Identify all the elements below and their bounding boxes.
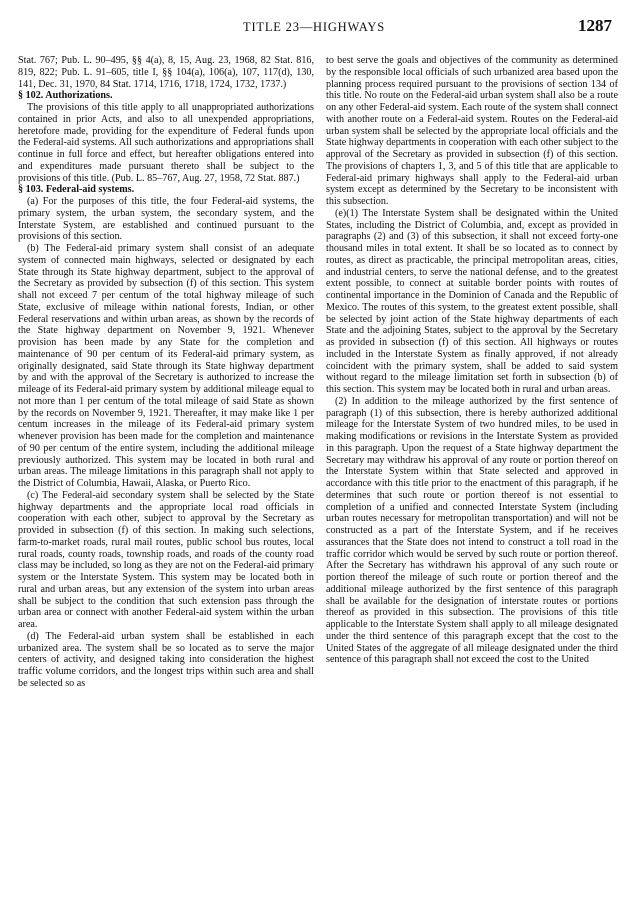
subsection-a: (a) For the purposes of this title, the four Federal-aid systems, the primary system, the urban system, the secondary system, and the Interstate System, are established and continued pursuant to the provisions of this section. [18, 196, 314, 243]
subsection-d-continued: to best serve the goals and objectives of the community as determined by the responsible local officials of such urbanized area based upon the planning process required pursuant to the provisions of section 134 of this title. No route on the Federal-aid urban system shall also be a route on any other Federal-aid system. Each route of the system shall connect with another route on a Federal-aid system. Routes on the Federal-aid urban system shall be selected by the appropriate local officials and the State highway departments in cooperation with each other subject to the approval of the Secretary as provided in subsection (f) of this section. The provisions of chapters 1, 3, and 5 of this title that are applicable to Federal-aid primary highways shall apply to the Federal-aid urban system except as determined by the Secretary to be inconsistent with this subsection. [326, 55, 618, 207]
subsection-c: (c) The Federal-aid secondary system shall be selected by the State highway departments and the appropriate local road officials in cooperation with each other, subject to approval by the Secretary as provided in subsection (f) of this section. In making such selections, farm-to-market roads, rural mail routes, public school bus routes, local rural roads, county roads, township roads, and roads of the county road class may be included, so long as they are not on the Federal-aid primary system or the Interstate System. This system may be located both in rural and urban areas, but any extension of the system into urban areas shall be subject to the condition that such extension pass through the urban area or connect with another Federal-aid system within the urban area. [18, 489, 314, 630]
subsection-d: (d) The Federal-aid urban system shall be established in each urbanized area. The system shall be so located as to serve the major centers of activity, and designed taking into consideration the highest traffic volume corridors, and the longest trips within such area and shall be selected so as [18, 630, 314, 689]
section-103-heading: § 103. Federal-aid systems. [18, 184, 135, 196]
section-102-heading: § 102. Authorizations. [18, 90, 113, 102]
section-102-text: The provisions of this title apply to all unappropriated authorizations contained in prior Acts, and also to all unexpended appropriations, heretofore made, providing for the expenditure of Federal funds upon the Federal-aid systems. All such authorizations and appropriations shall continue in full force and effect, but hereafter obligations entered into and expenditures made pursuant thereto shall be subject to the provisions of this title. (Pub. L. 85–767, Aug. 27, 1958, 72 Stat. 887.) [18, 102, 314, 184]
page-header [0, 18, 628, 40]
subsection-e-2: (2) In addition to the mileage authorized by the first sentence of paragraph (1) of this subsection, there is hereby authorized additional mileage for the Interstate System of two hundred miles, to be used in making modifications or revisions in the Interstate System as provided in this paragraph. Upon the request of a State highway department the Secretary may withdraw his approval of any route or portion thereof on the Interstate System within that State selected and approved in accordance with this title prior to the enactment of this paragraph, if he determines that such route or portion thereof is not essential to completion of a unified and connected Interstate System (including urban routes necessary for metropolitan transportation) and will not be constructed as a part of the Interstate System, and if he receives assurances that the State does not intend to construct a toll road in the traffic corridor which would be served by such route or portion thereof. After the Secretary has withdrawn his approval of any such route or portion thereof the mileage of such route or portion thereof and the additional mileage authorized by the first sentence of this paragraph shall be available for the designation of interstate routes or portions thereof as provided in this subsection. The provisions of this title applicable to the Interstate System shall apply to all mileage designated under the third sentence of this paragraph except that the cost to the United States of the aggregate of all mileage designated under the third sentence of this paragraph shall not exceed the cost to the United [326, 395, 618, 666]
left-column [18, 55, 314, 690]
subsection-e-1: (e)(1) The Interstate System shall be designated within the United States, including the District of Columbia, and, except as provided in paragraphs (2) and (3) of this subsection, it shall not exceed forty-one thousand miles in total extent. It shall be so located as to connect by routes, as direct as practicable, the principal metropolitan areas, cities, and industrial centers, to serve the national defense, and to the greatest extent possible, to connect at suitable border points with routes of continental importance in the Dominion of Canada and the Republic of Mexico. The routes of this system, to the greatest extent possible, shall be selected by joint action of the State highway departments of each State and the adjoining States, subject to the approval by the Secretary as provided in subsection (f) of this section. All highways or routes included in the Interstate System as finally approved, if not already coincident with the primary system, shall be added to said system without regard to the mileage limitation set forth in subsection (b) of this section. This system may be located both in rural and urban areas. [326, 207, 618, 395]
page-number: 1287 [578, 16, 612, 35]
running-title: TITLE 23—HIGHWAYS [243, 20, 385, 34]
subsection-b: (b) The Federal-aid primary system shall consist of an adequate system of connected main highways, selected or designated by each State through its State highway department, subject to the approval of the Secretary as provided by subsection (f) of this section. This system shall not exceed 7 per centum of the total highway mileage of such State, exclusive of mileage within national forests, Indian, or other Federal reservations and within urban areas, as shown by the records of the State highway department on November 9, 1921. Whenever provision has been made by any State for the completion and maintenance of 90 per centum of its Federal-aid primary system, as originally designated, said State through its State highway department by and with the approval of the Secretary is authorized to increase the mileage of its Federal-aid primary system by additional mileage equal to not more than 1 per centum of the total mileage of said State as shown by the records on November 9, 1921. Thereafter, it may make like 1 per centum increases in the mileage of its Federal-aid primary system whenever provision has been made for the completion and maintenance of 90 per centum of the entire system, including the additional mileage previously authorized. This system may be located in both rural and urban areas. The mileage limitations in this paragraph shall not apply to the District of Columbia, Hawaii, Alaska, or Puerto Rico. [18, 243, 314, 489]
continued-citation: Stat. 767; Pub. L. 90–495, §§ 4(a), 8, 15, Aug. 23, 1968, 82 Stat. 816, 819, 822; Pub. L. 91–605, title I, §§ 104(a), 106(a), 107, 117(d), 130, 141, Dec. 31, 1970, 84 Stat. 1714, 1716, 1718, 1724, 1732, 1737.) [18, 55, 314, 90]
right-column [326, 55, 618, 666]
